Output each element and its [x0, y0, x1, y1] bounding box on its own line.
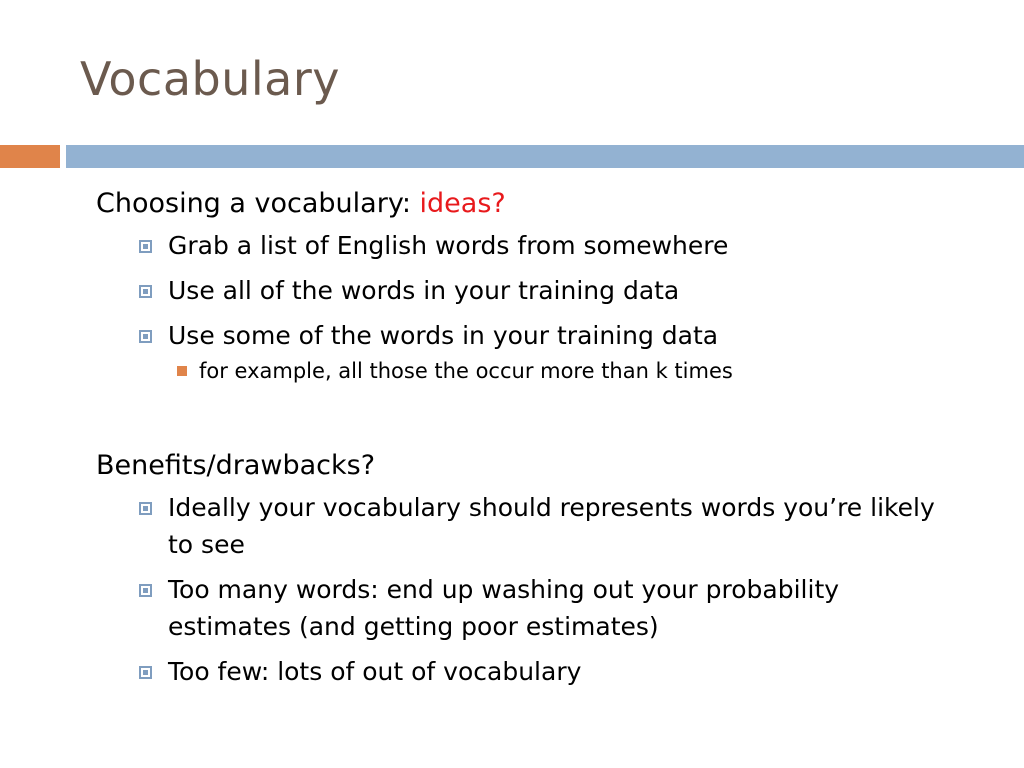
bullet-item: [96, 489, 948, 563]
section-heading-choosing: [96, 186, 996, 222]
accent-bar-blue: [66, 145, 1024, 168]
bullet-text: Ideally your vocabulary should represents words you’re likely to see: [168, 493, 935, 559]
bullet-text: Use some of the words in your training data: [168, 321, 719, 350]
bullet-item: [96, 227, 996, 264]
bullet-text: Use all of the words in your training data: [168, 276, 680, 305]
bullet-item: [96, 272, 996, 309]
filled-square-bullet-icon: [177, 366, 187, 376]
square-bullet-icon: [139, 584, 152, 597]
sub-bullet-item: [96, 354, 996, 388]
square-bullet-icon: [139, 502, 152, 515]
bullet-text: Grab a list of English words from somewhere: [168, 231, 729, 260]
slide-title: Vocabulary: [80, 52, 340, 106]
square-bullet-icon: [139, 330, 152, 343]
section-heading-text: Choosing a vocabulary:: [96, 188, 420, 219]
bullet-item: [96, 571, 948, 645]
sub-bullet-text: for example, all those the occur more than k times: [199, 359, 733, 383]
accent-bar-orange: [0, 145, 60, 168]
slide-body: [96, 186, 996, 690]
square-bullet-icon: [139, 285, 152, 298]
bullet-text: Too few: lots of out of vocabulary: [168, 657, 582, 686]
section-heading-highlight: ideas?: [419, 188, 506, 219]
bullet-item: [96, 653, 996, 690]
square-bullet-icon: [139, 666, 152, 679]
section-heading-benefits: Benefits/drawbacks?: [96, 450, 376, 481]
bullet-text: Too many words: end up washing out your probability estimates (and getting poor estimates): [168, 575, 840, 641]
bullet-item: [96, 317, 996, 354]
square-bullet-icon: [139, 240, 152, 253]
